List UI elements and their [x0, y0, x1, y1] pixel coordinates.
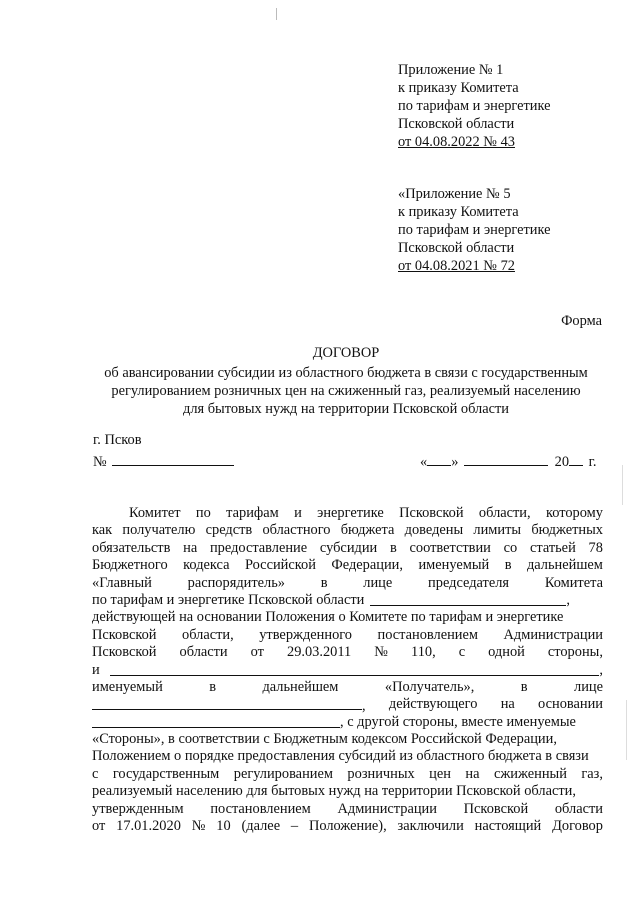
word: утвержденного — [259, 626, 353, 643]
scan-mark-top — [276, 8, 277, 20]
word: которому — [545, 505, 603, 521]
year-blank — [569, 452, 583, 466]
word: Псковской — [92, 644, 157, 661]
body-line-1 — [92, 505, 603, 522]
word: утвержденным — [92, 800, 184, 817]
body-line-13 — [92, 714, 603, 731]
annex-1-line-2: к приказу Комитета — [398, 80, 519, 96]
word: в — [520, 678, 528, 695]
city-label: г. Псков — [93, 432, 142, 448]
word: лимиты — [473, 522, 522, 539]
word: одной — [488, 644, 525, 661]
contract-date-line — [420, 452, 597, 471]
word: Комитета — [544, 574, 603, 591]
body-text: , с другой стороны, вместе именуемые — [340, 713, 576, 730]
word: Псковской — [92, 626, 157, 643]
word: № — [374, 644, 388, 661]
form-label: Форма — [561, 313, 602, 329]
annex-5-line-1: «Приложение № 5 — [398, 186, 511, 202]
word: постановлением — [210, 800, 311, 817]
word: Администрации — [337, 800, 437, 817]
word: действующего — [388, 696, 478, 713]
annex-1-block — [398, 61, 551, 151]
word: Положение), — [308, 818, 387, 835]
word: от — [92, 818, 106, 835]
representative-blank — [370, 592, 566, 606]
word: обязательств — [92, 539, 171, 556]
body-line-10 — [92, 662, 603, 679]
word: постановлением — [377, 626, 478, 643]
date-open-quote: « — [420, 454, 428, 470]
punct: , — [362, 698, 366, 715]
month-blank — [464, 452, 548, 466]
body-line-17 — [92, 783, 603, 800]
word: бюджетных — [531, 522, 603, 539]
annex-1-line-1: Приложение № 1 — [398, 62, 504, 78]
word: стороны, — [547, 644, 603, 661]
word: председателя — [428, 574, 510, 591]
word: заключили — [397, 818, 464, 835]
punct: , — [599, 661, 603, 678]
annex-1-line-3: по тарифам и энергетике — [398, 98, 551, 114]
word: 78 — [588, 539, 603, 556]
word: области, — [478, 505, 531, 521]
word: получателю — [122, 522, 196, 539]
contract-number-line — [93, 452, 234, 471]
body-text: действующей на основании Положения о Комитете по тарифам и энергетике — [92, 609, 564, 626]
word: средств — [205, 522, 253, 539]
word: области — [554, 800, 603, 817]
document-subtitle — [90, 364, 602, 418]
number-blank — [112, 452, 234, 466]
word: области, — [182, 626, 234, 643]
annex-5-line-4: Псковской области — [398, 240, 515, 256]
body-line-14 — [92, 731, 603, 748]
word: субсидии — [319, 539, 378, 556]
word: сжиженный — [493, 765, 567, 782]
word: статьей — [529, 539, 576, 556]
word: распорядитель» — [187, 574, 285, 591]
word: цен — [429, 765, 451, 782]
word: в — [390, 539, 397, 556]
word: с — [92, 765, 99, 782]
punct: , — [566, 591, 570, 608]
body-line-18 — [92, 801, 603, 818]
body-line-16 — [92, 766, 603, 783]
word: основании — [538, 696, 603, 713]
body-text: Положением о порядке предоставления субсидий из областного бюджета в связи — [92, 748, 589, 765]
word: и — [294, 505, 302, 521]
word: в — [504, 557, 512, 574]
word: Договор — [552, 818, 603, 835]
body-line-6 — [92, 592, 603, 609]
year-prefix: 20 — [554, 454, 570, 470]
body-line-15 — [92, 748, 603, 765]
body-line-9 — [92, 644, 603, 661]
word: областного — [262, 522, 331, 539]
annex-1-line-4: Псковской области — [398, 116, 515, 132]
annex-5-line-2: к приказу Комитета — [398, 204, 519, 220]
subtitle-line-2: регулированием розничных цен на сжиженный газ, реализуемый населению — [111, 383, 581, 399]
number-label: № — [93, 454, 107, 470]
word: (далее — [241, 818, 281, 835]
body-text: по тарифам и энергетике Псковской области — [92, 591, 365, 608]
word: Бюджетного — [92, 557, 168, 574]
word: в — [209, 678, 217, 695]
word: дальнейшем — [526, 557, 603, 574]
body-line-5 — [92, 575, 603, 592]
body-line-4 — [92, 557, 603, 574]
body-line-3 — [92, 540, 603, 557]
word: на — [465, 765, 480, 782]
recipient-representative-blank — [92, 696, 362, 710]
word: области — [179, 644, 228, 661]
word: Федерации, — [331, 557, 403, 574]
annex-5-line-5: от 04.08.2021 № 72 — [398, 258, 515, 274]
body-line-19 — [92, 818, 603, 835]
word: со — [503, 539, 518, 556]
basis-document-blank — [92, 714, 340, 728]
recipient-name-blank — [110, 662, 600, 676]
word: – — [290, 818, 299, 835]
day-blank — [427, 452, 451, 466]
word: по — [195, 505, 211, 521]
word: регулированием — [233, 765, 333, 782]
word: 17.01.2020 — [116, 818, 181, 835]
word: кодекса — [183, 557, 230, 574]
year-suffix: г. — [588, 454, 597, 470]
word: 110, — [411, 644, 436, 661]
word: лице — [363, 574, 393, 591]
subtitle-line-3: для бытовых нужд на территории Псковской области — [183, 401, 509, 417]
word: газ, — [581, 765, 603, 782]
word: «Главный — [92, 574, 152, 591]
word: как — [92, 522, 113, 539]
annex-1-line-5: от 04.08.2022 № 43 — [398, 134, 515, 150]
word: именуемый — [418, 557, 490, 574]
word: соответствии — [409, 539, 491, 556]
word: и — [92, 661, 100, 678]
body-line-2 — [92, 522, 603, 539]
scan-mark-right-2 — [626, 700, 627, 760]
word: на — [183, 539, 198, 556]
document-title: ДОГОВОР — [312, 345, 380, 361]
word: на — [500, 696, 515, 713]
annex-5-block — [398, 185, 551, 275]
word: розничных — [347, 765, 415, 782]
word: 29.03.2011 — [287, 644, 352, 661]
word: Администрации — [503, 626, 603, 643]
body-text: «Стороны», в соответствии с Бюджетным кодексом Российской Федерации, — [92, 731, 557, 748]
word: Псковской — [399, 505, 464, 521]
word: предоставление — [209, 539, 308, 556]
annex-5-line-3: по тарифам и энергетике — [398, 222, 551, 238]
word: настоящий — [474, 818, 542, 835]
word: от — [250, 644, 264, 661]
body-line-11 — [92, 679, 603, 696]
word: энергетике — [317, 505, 384, 521]
word: Российской — [244, 557, 316, 574]
contract-body — [92, 505, 603, 835]
word: лице — [574, 678, 603, 695]
body-text: реализуемый населению для бытовых нужд на территории Псковской области, — [92, 783, 576, 800]
date-close-quote: » — [451, 454, 459, 470]
subtitle-line-1: об авансировании субсидии из областного бюджета в связи с государственным — [104, 365, 588, 381]
word: именуемый — [92, 678, 163, 695]
word: дальнейшем — [262, 678, 339, 695]
word: Псковской — [463, 800, 529, 817]
body-line-8 — [92, 627, 603, 644]
word: № — [191, 818, 206, 835]
word: «Получатель», — [384, 678, 475, 695]
word: в — [320, 574, 328, 591]
word: бюджета — [340, 522, 395, 539]
word: государственным — [112, 765, 220, 782]
word: доведены — [404, 522, 464, 539]
word: 10 — [216, 818, 231, 835]
word: с — [458, 644, 466, 661]
scan-mark-right — [622, 465, 623, 505]
body-line-12 — [92, 696, 603, 713]
word: тарифам — [226, 505, 279, 521]
word: Комитет — [129, 505, 181, 521]
body-line-7 — [92, 609, 603, 626]
